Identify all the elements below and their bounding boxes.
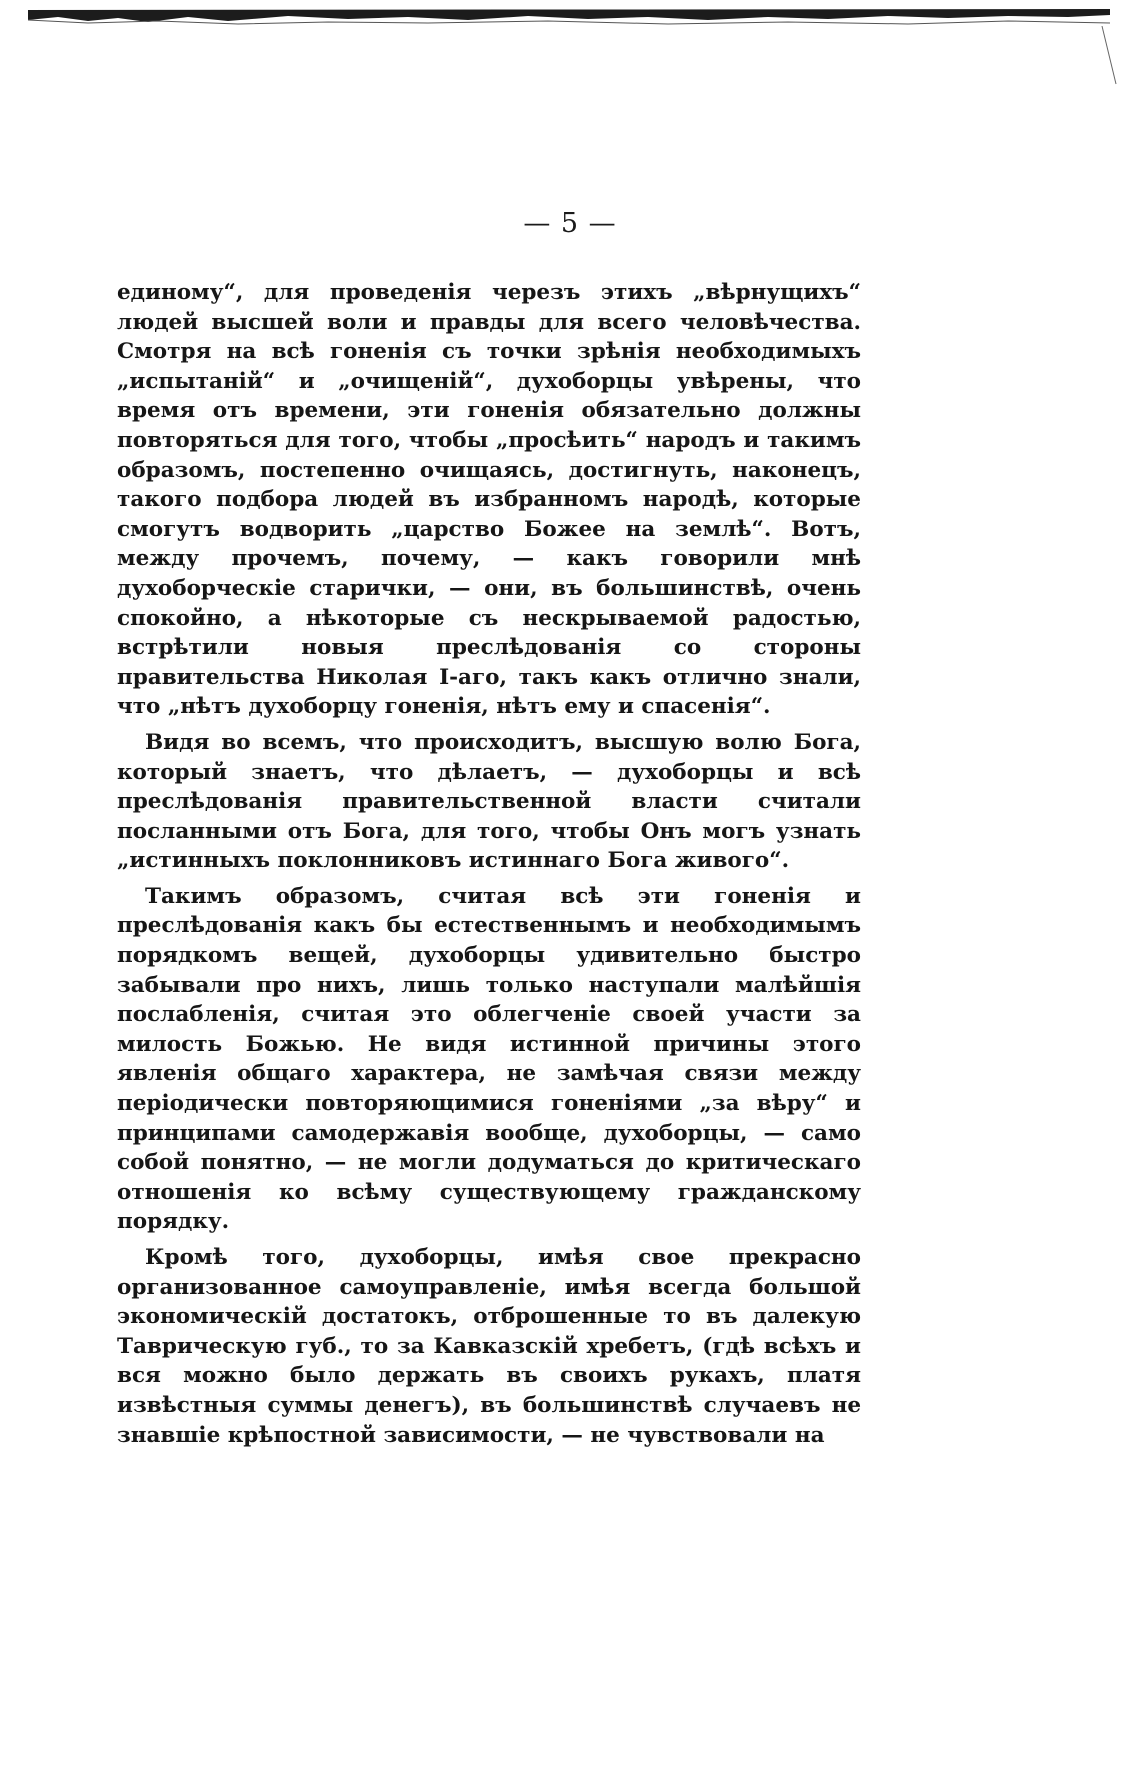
paragraph-1: единому“, для проведенія черезъ этихъ „вѣрнущихъ“ людей высшей воли и правды для всего человѣчества. Смотря на всѣ гоненія съ точки зрѣнія необходимыхъ „испытаній“ и „очищеній“, духоборцы увѣрены, что время отъ времени, эти гоненія обязательно должны повторяться для того, чтобы „просѣить“ народъ и такимъ образомъ, постепенно очищаясь, достигнуть, наконецъ, такого подбора людей въ избранномъ народѣ, которые смогутъ водворить „царство Божее на землѣ“. Вотъ, между прочемъ, почему, — какъ говорили мнѣ духоборческіе старички, — они, въ большинствѣ, очень спокойно, а нѣкоторые съ нескрываемой радостью, встрѣтили новыя преслѣдованія со стороны правительства Николая I-аго, такъ какъ отлично знали, что „нѣтъ духоборцу гоненія, нѣтъ ему и спасенія“. xyxy=(117,280,861,720)
body-text xyxy=(117,278,861,1456)
paragraph-2: Видя во всемъ, что происходитъ, высшую волю Бога, который знаетъ, что дѣлаетъ, — духоборцы и всѣ преслѣдованія правительственной власти считали посланными отъ Бога, для того, чтобы Онъ могъ узнать „истинныхъ поклонниковъ истиннаго Бога живого“. xyxy=(117,729,861,874)
scan-top-edge xyxy=(28,8,1110,26)
paragraph-3: Такимъ образомъ, считая всѣ эти гоненія и преслѣдованія какъ бы естественнымъ и необходимымъ порядкомъ вещей, духоборцы удивительно быстро забывали про нихъ, лишь только наступали малѣйшія послабленія, считая это облегченіе своей участи за милость Божью. Не видя истинной причины этого явленія общаго характера, не замѣчая связи между періодически повторяющимися гоненіями „за вѣру“ и принципами самодержавія вообще, духоборцы, — само собой понятно, — не могли додуматься до критическаго отношенія ко всѣму существующему гражданскому порядку. xyxy=(117,883,861,1235)
scan-side-mark xyxy=(1100,26,1118,86)
paragraph-4: Кромѣ того, духоборцы, имѣя свое прекрасно организованное самоуправленіе, имѣя всегда большой экономическій достатокъ, отброшенные то въ далекую Таврическую губ., то за Кавказскій хребетъ, (гдѣ всѣхъ и вся можно было держать въ своихъ рукахъ, платя извѣстныя суммы денегъ), въ большинствѣ случаевъ не знавшіе крѣпостной зависимости, — не чувствовали на xyxy=(117,1245,861,1448)
page-number: — 5 — xyxy=(523,208,617,239)
